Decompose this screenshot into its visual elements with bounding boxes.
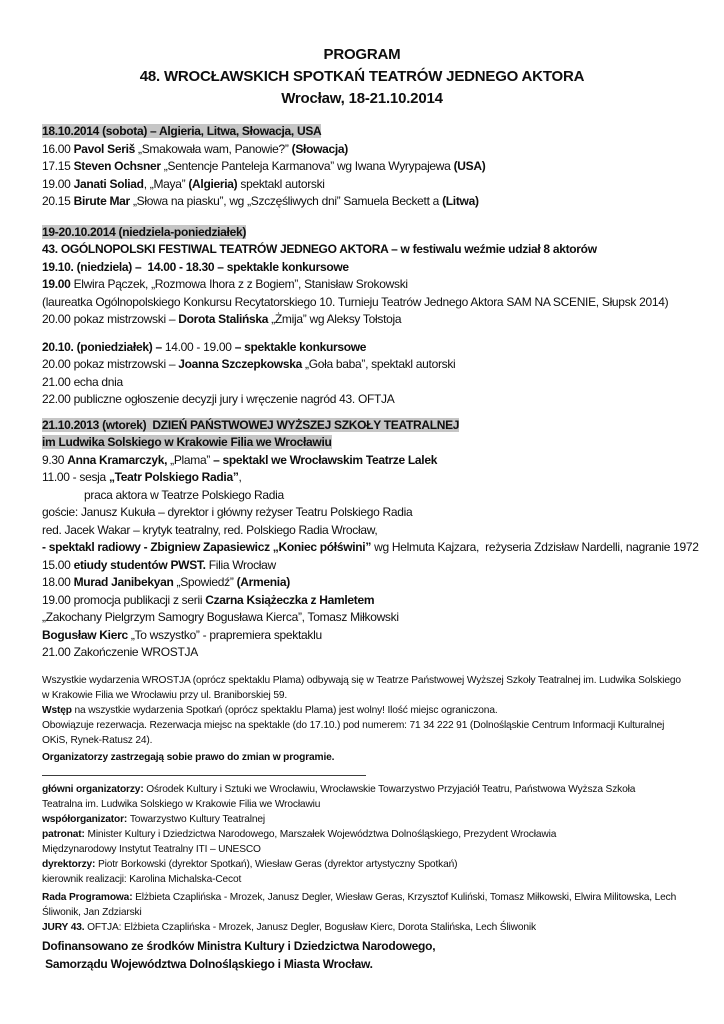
program-line <box>42 469 720 487</box>
text-segment: kierownik realizacji: Karolina Michalska-Cecot <box>42 873 242 885</box>
program-line <box>42 609 720 627</box>
program-line <box>42 176 720 194</box>
bold-text: Pavol Seriš <box>73 141 139 156</box>
text-segment: 20.15 <box>42 194 74 208</box>
text-segment: Minister Kultury i Dziedzictwa Narodowego, Marszałek Województwa Dolnośląskiego, Prezydent Wrocławia <box>87 828 557 840</box>
program-line <box>42 356 720 374</box>
text-segment: Międzynarodowy Instytut Teatralny ITI – UNESCO <box>42 843 261 855</box>
bold-text: JURY 43. <box>42 921 88 933</box>
bold-text: 19.10. (niedziela) – 14.00 - 18.30 – spektakle konkursowe <box>42 259 349 274</box>
funding-line <box>42 955 720 973</box>
text-segment: , „Maya” <box>143 176 189 191</box>
text-segment: „Słowa na piasku”, wg „Szczęśliwych dni” Samuela Beckett a <box>132 194 443 208</box>
program-line <box>42 259 720 277</box>
text-segment: Ośrodek Kultury i Sztuki we Wrocławiu, Wrocławskie Towarzystwo Przyjaciół Teatru, Państwowa Wyższa Szkoła <box>146 783 636 795</box>
program-line <box>42 141 720 159</box>
bold-text: – spektakl we Wrocławskim Teatrze Lalek <box>213 452 438 467</box>
bold-text: Joanna Szczepkowska <box>178 357 305 371</box>
text-segment: 11.00 - sesja <box>42 470 109 484</box>
text-segment: Śliwonik, Jan Zdziarski <box>42 906 142 918</box>
info-line <box>42 750 720 765</box>
credits-line <box>42 857 720 872</box>
program-line <box>42 374 720 392</box>
text-segment: Teatralna im. Ludwika Solskiego w Krakowie Filia we Wrocławiu <box>42 798 321 810</box>
text-segment: (laureatka Ogólnopolskiego Konkursu Recytatorskiego 10. Turnieju Teatrów Jednego Aktora SAM NA SCENIE, Słupsk 2014) <box>42 294 669 309</box>
text-segment: red. Jacek Wakar – krytyk teatralny, red. Polskiego Radia Wrocław, <box>42 522 378 537</box>
bold-text: Dofinansowano ze środków Ministra Kultury i Dziedzictwa Narodowego, <box>42 938 436 953</box>
highlighted-text: 19-20.10.2014 (niedziela-poniedziałek) <box>42 224 247 239</box>
text-segment: 19.00 promocja publikacji z serii <box>42 592 206 607</box>
program-line <box>42 644 720 662</box>
bold-text: Janati Soliad <box>73 176 144 191</box>
bold-text: Rada Programowa: <box>42 891 136 903</box>
text-segment: OKiS, Rynek-Ratusz 24). <box>42 734 153 746</box>
section-header-21-10 <box>42 417 720 435</box>
info-line <box>42 688 720 703</box>
text-segment: praca aktora w Teatrze Polskiego Radia <box>84 487 284 502</box>
festival-dates: Wrocław, 18-21.10.2014 <box>281 90 443 107</box>
text-segment: 20.00 pokaz mistrzowski – <box>42 357 179 371</box>
program-line <box>42 539 720 557</box>
program-line <box>42 193 720 211</box>
text-segment: 21.00 echa dnia <box>42 374 123 389</box>
bold-text: główni organizatorzy: <box>42 783 147 795</box>
text-segment: 14.00 - 19.00 <box>164 339 235 354</box>
bold-text: Bogusław Kierc <box>42 627 131 642</box>
credits-line <box>42 842 720 857</box>
bold-text: „Teatr Polskiego Radia” <box>108 470 239 484</box>
text-segment: Elżbieta Czaplińska - Mrozek, Janusz Degler, Wiesław Geras, Krzysztof Kuliński, Tomasz Miłkowski, Elwira Militowska, Lech <box>135 891 677 903</box>
funding-line <box>42 937 720 955</box>
program-line <box>42 627 720 645</box>
text-segment: Obowiązuje rezerwacja. Rezerwacja miejsc na spektakle (do 17.10.) pod numerem: 71 34 222 91 (Dolnośląskie Centrum Informacji Kulturalnej <box>42 719 665 731</box>
bold-text: patronat: <box>42 828 88 840</box>
text-segment: 19.00 <box>42 176 74 191</box>
festival-title: 48. WROCŁAWSKICH SPOTKAŃ TEATRÓW JEDNEGO AKTORA <box>139 68 585 85</box>
bold-text: dyrektorzy: <box>42 858 98 870</box>
text-segment: Filia Wrocław <box>208 557 276 572</box>
text-segment: 18.00 <box>42 575 74 589</box>
document-body <box>42 123 720 973</box>
program-line <box>42 339 720 357</box>
text-segment: „Goła baba”, spektakl autorski <box>305 357 456 371</box>
bold-text: - spektakl radiowy - Zbigniew Zapasiewicz „Koniec półświni” <box>42 540 375 554</box>
text-segment: 22.00 publiczne ogłoszenie decyzji jury i wręczenie nagród 43. OFTJA <box>42 392 395 406</box>
bold-text: Czarna Książeczka z Hamletem <box>205 592 375 607</box>
credits-line <box>42 797 720 812</box>
text-segment: na wszystkie wydarzenia Spotkań (oprócz spektaklu Plama) jest wolny! Ilość miejsc ograniczona. <box>74 704 498 716</box>
bold-text: – spektakle konkursowe <box>234 339 367 354</box>
program-line <box>42 241 720 259</box>
text-segment: 16.00 <box>42 141 74 156</box>
text-segment: spektakl autorski <box>237 176 325 191</box>
bold-text: (Litwa) <box>442 194 479 208</box>
section-header-19-20-10 <box>42 224 720 242</box>
text-segment: 9.30 <box>42 452 68 467</box>
highlighted-text: im Ludwika Solskiego w Krakowie Filia we Wrocławiu <box>42 435 332 449</box>
bold-text: Anna Kramarczyk, <box>67 452 171 467</box>
bold-text: 20.10. (poniedziałek) – <box>42 339 165 354</box>
bold-text: Steven Ochsner <box>73 159 164 173</box>
program-line <box>42 487 720 505</box>
text-segment: OFTJA: Elżbieta Czaplińska - Mrozek, Janusz Degler, Bogusław Kierc, Dorota Stalińska, Lech Śliwonik <box>87 921 536 933</box>
text-segment: „Zakochany Pielgrzym Samogry Bogusława Kierca”, Tomasz Miłkowski <box>42 610 399 624</box>
text-segment: „Smakowała wam, Panowie?” <box>138 141 292 156</box>
text-segment: wg Helmuta Kajzara, reżyseria Zdzisław Nardelli, nagranie 1972 <box>374 540 699 554</box>
program-line <box>42 158 720 176</box>
text-segment: , <box>238 470 242 484</box>
program-line <box>42 276 720 294</box>
highlighted-text: 21.10.2013 (wtorek) DZIEŃ PAŃSTWOWEJ WYŻSZEJ SZKOŁY TEATRALNEJ <box>42 417 460 432</box>
credits-line <box>42 872 720 887</box>
credits-line <box>42 782 720 797</box>
credits-line <box>42 905 720 920</box>
page-title: PROGRAM <box>323 46 401 63</box>
program-line <box>42 294 720 312</box>
section-header-21-10-line2 <box>42 434 720 452</box>
info-line <box>42 703 720 718</box>
program-line <box>42 522 720 540</box>
bold-text: (Algieria) <box>188 176 238 191</box>
text-segment: 17.15 <box>42 159 74 173</box>
info-line <box>42 673 720 688</box>
credits-line <box>42 827 720 842</box>
bold-text: Murad Janibekyan <box>73 575 177 589</box>
text-segment: „Spowiedź” <box>176 575 237 589</box>
credits-line <box>42 812 720 827</box>
text-segment: 21.00 Zakończenie WROSTJA <box>42 645 198 659</box>
program-line <box>42 311 720 329</box>
text-segment: „To wszystko” - prapremiera spektaklu <box>130 627 322 642</box>
text-segment: Piotr Borkowski (dyrektor Spotkań), Wiesław Geras (dyrektor artystyczny Spotkań) <box>97 858 458 870</box>
bold-text: Wstęp <box>42 704 75 716</box>
bold-text: Organizatorzy zastrzegają sobie prawo do zmian w programie. <box>42 751 335 763</box>
bold-text: 19.00 <box>42 277 74 291</box>
bold-text: (Armenia) <box>236 575 290 589</box>
bold-text: (USA) <box>453 159 486 173</box>
bold-text: (Słowacja) <box>291 141 348 156</box>
text-segment: 15.00 <box>42 557 74 572</box>
bold-text: 43. OGÓLNOPOLSKI FESTIWAL TEATRÓW JEDNEGO AKTORA – w festiwalu weźmie udział 8 aktorów <box>42 242 597 256</box>
info-line <box>42 718 720 733</box>
bold-text: etiudy studentów PWST. <box>73 557 209 572</box>
program-line <box>42 574 720 592</box>
text-segment: 20.00 pokaz mistrzowski – <box>42 312 179 326</box>
program-line <box>42 557 720 575</box>
highlighted-text: 18.10.2014 (sobota) – Algieria, Litwa, Słowacja, USA <box>42 124 322 138</box>
program-line <box>42 504 720 522</box>
credits-line <box>42 920 720 935</box>
text-segment: Wszystkie wydarzenia WROSTJA (oprócz spektaklu Plama) odbywają się w Teatrze Państwowej Wyższej Szkoły Teatralnej im. Ludwika Solskiego <box>42 674 681 686</box>
bold-text: Samorządu Województwa Dolnośląskiego i Miasta Wrocław. <box>42 956 373 971</box>
info-line <box>42 733 720 748</box>
text-segment: goście: Janusz Kukuła – dyrektor i główny reżyser Teatru Polskiego Radia <box>42 505 413 519</box>
text-segment: „Plama” <box>170 452 214 467</box>
text-segment: „Sentencje Panteleja Karmanova” wg Iwana Wyrypajewa <box>163 159 454 173</box>
bold-text: współorganizator: <box>42 813 130 825</box>
text-segment: Elwira Pączek, „Rozmowa Ihora z z Bogiem”, Stanisław Srokowski <box>73 277 408 291</box>
document-header <box>42 44 682 110</box>
text-segment: w Krakowie Filia we Wrocławiu przy ul. Braniborskiej 59. <box>42 689 288 701</box>
text-segment: Towarzystwo Kultury Teatralnej <box>129 813 266 825</box>
credits-line <box>42 890 720 905</box>
text-segment: „Żmija” wg Aleksy Tołstoja <box>271 312 402 326</box>
bold-text: Dorota Stalińska <box>178 312 272 326</box>
program-line <box>42 592 720 610</box>
divider-line <box>42 774 366 776</box>
program-line <box>42 391 720 409</box>
section-header-18-10 <box>42 123 720 141</box>
bold-text: Birute Mar <box>73 194 133 208</box>
program-line <box>42 452 720 470</box>
